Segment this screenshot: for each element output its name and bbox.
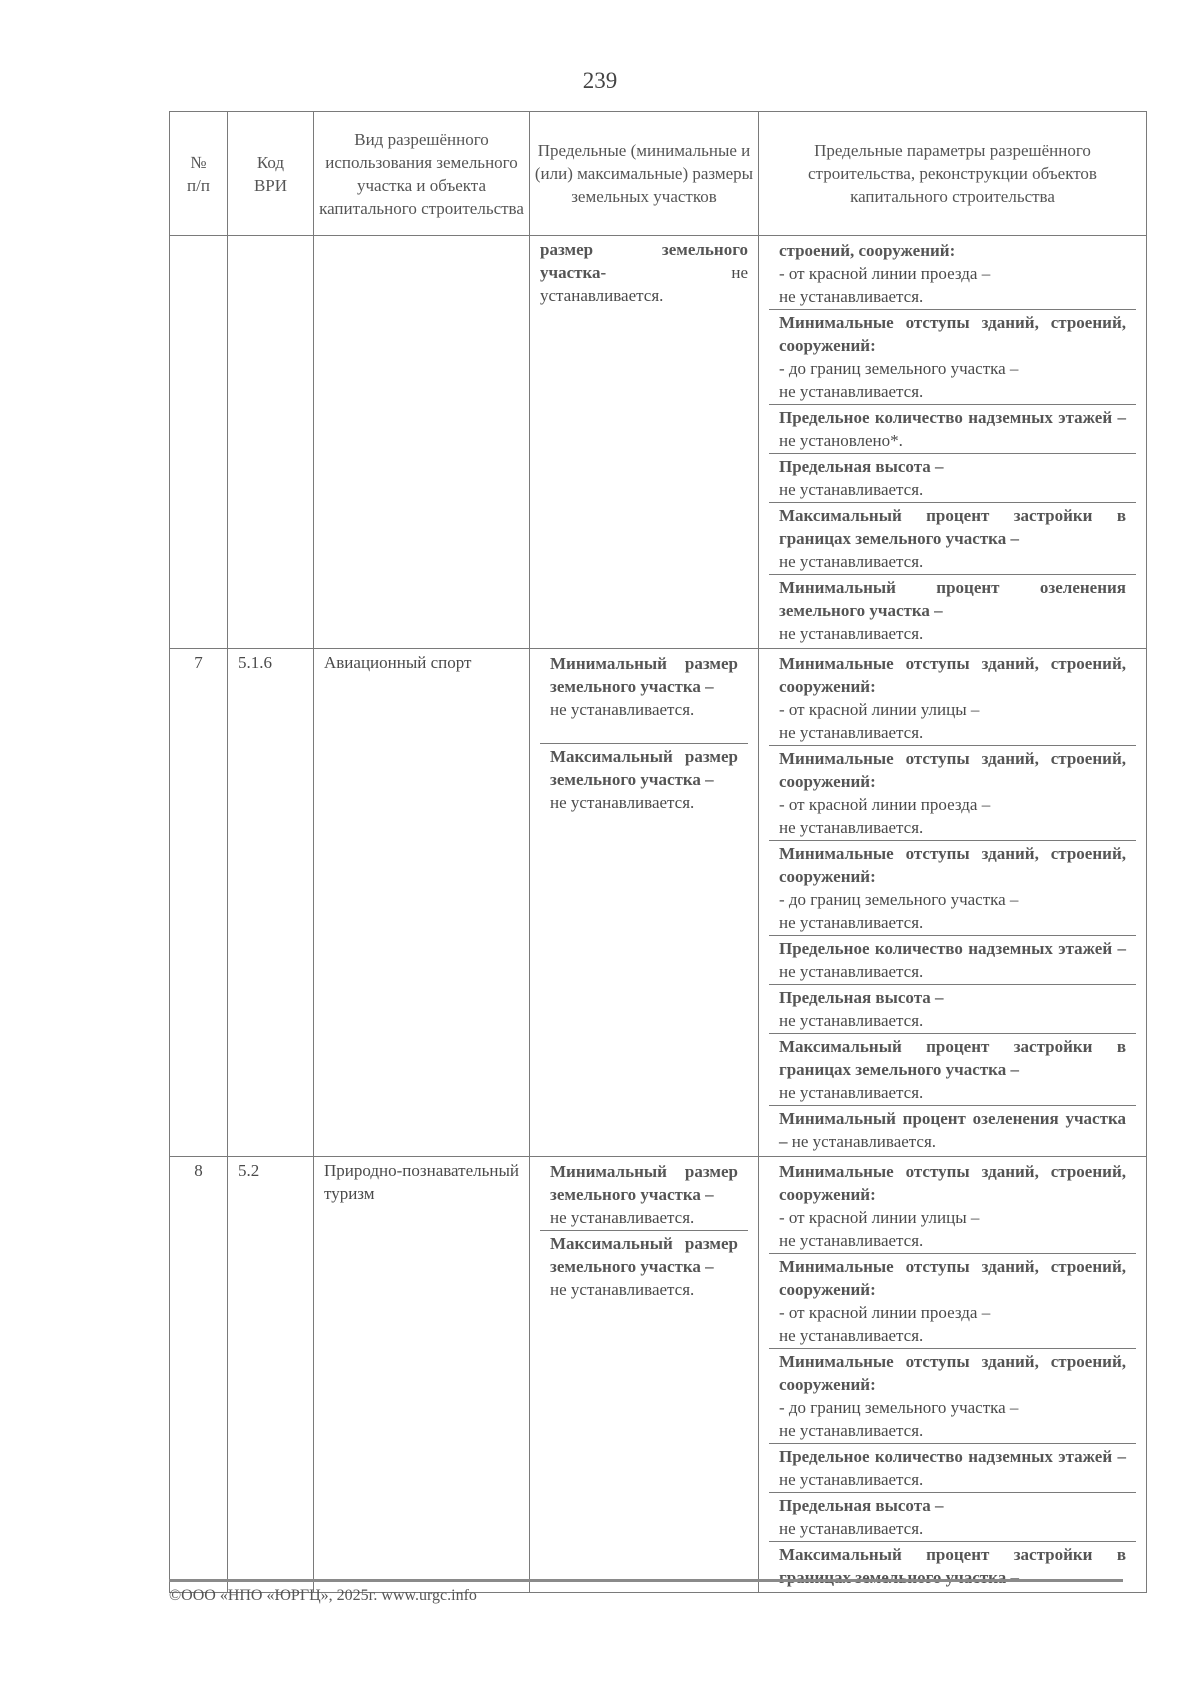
- param-label: Предельная высота –: [779, 988, 944, 1007]
- cell-code: 5.2: [228, 1157, 314, 1593]
- param-block: [769, 1159, 1136, 1253]
- param-value: не устанавливается.: [787, 1132, 937, 1151]
- param-block: [769, 1443, 1136, 1492]
- table-row-7: [170, 649, 1147, 1157]
- cell-num: 7: [170, 649, 228, 1157]
- param-block: [769, 984, 1136, 1033]
- param-detail: - до границ земельного участка –: [779, 1398, 1019, 1417]
- param-label: Минимальный процент озеленения участка –: [779, 1109, 1126, 1151]
- cell-num: 8: [170, 1157, 228, 1593]
- cell-code: [228, 236, 314, 649]
- param-value: не установлено*.: [779, 431, 903, 450]
- param-label: Минимальные отступы зданий, строений, сооружений:: [779, 1352, 1126, 1394]
- param-label: Минимальный процент озеленения земельного участка –: [779, 578, 1126, 620]
- size-value: не устанавливается.: [550, 1208, 695, 1227]
- param-label: Минимальные отступы зданий, строений, сооружений:: [779, 1162, 1126, 1204]
- param-block: [769, 1105, 1136, 1154]
- size-label: Минимальный размер земельного участка –: [550, 1162, 738, 1204]
- cell-params: [759, 1157, 1147, 1593]
- param-block: [769, 309, 1136, 404]
- param-block: [769, 651, 1136, 745]
- table-header-row: [170, 112, 1147, 236]
- param-value: не устанавливается.: [779, 287, 924, 306]
- param-value: не устанавливается.: [779, 480, 924, 499]
- size-label: Максимальный размер земельного участка –: [550, 1234, 738, 1276]
- header-use: Вид разрешённого использования земельного участка и объекта капитального строительства: [314, 112, 530, 236]
- header-num: № п/п: [170, 112, 228, 236]
- param-label: Предельная высота –: [779, 1496, 944, 1515]
- zoning-parameters-table: [169, 111, 1147, 1593]
- param-value: не устанавливается.: [779, 1011, 924, 1030]
- param-block: [769, 1348, 1136, 1443]
- param-block: [769, 453, 1136, 502]
- param-label: Максимальный процент застройки в границах земельного участка –: [779, 506, 1126, 548]
- param-detail: - до границ земельного участка –: [779, 359, 1019, 378]
- param-label: Предельное количество надземных этажей –: [779, 408, 1126, 427]
- table-row-continued: [170, 236, 1147, 649]
- header-code: Код ВРИ: [228, 112, 314, 236]
- size-block-max: [540, 1230, 748, 1302]
- param-value: не устанавливается.: [779, 1470, 924, 1489]
- param-label: Максимальный процент застройки в границах земельного участка –: [779, 1037, 1126, 1079]
- param-label: Минимальные отступы зданий, строений, сооружений:: [779, 654, 1126, 696]
- cell-params: [759, 236, 1147, 649]
- param-detail: - до границ земельного участка –: [779, 890, 1019, 909]
- param-value: не устанавливается.: [779, 962, 924, 981]
- size-block-min: [540, 1159, 748, 1230]
- param-detail: - от красной линии улицы –: [779, 1208, 980, 1227]
- param-label: Предельное количество надземных этажей –: [779, 939, 1126, 958]
- param-label: Предельная высота –: [779, 457, 944, 476]
- size-block-min: [540, 651, 748, 743]
- param-value: не устанавливается.: [779, 1519, 924, 1538]
- param-label: строений, сооружений:: [779, 241, 956, 260]
- cell-use: [314, 236, 530, 649]
- cell-sizes: [530, 649, 759, 1157]
- size-value: не устанавливается.: [550, 1280, 695, 1299]
- param-value: не устанавливается.: [779, 1326, 924, 1345]
- param-label: Минимальные отступы зданий, строений, сооружений:: [779, 749, 1126, 791]
- param-block: [769, 1541, 1136, 1590]
- param-block: [769, 238, 1136, 309]
- size-value: не устанавливается.: [550, 700, 695, 719]
- cell-use: Природно-познавательный туризм: [314, 1157, 530, 1593]
- header-params: Предельные параметры разрешённого строительства, реконструкции объектов капитального строительства: [759, 112, 1147, 236]
- param-detail: - от красной линии проезда –: [779, 264, 991, 283]
- param-block: [769, 1253, 1136, 1348]
- table-row-8: [170, 1157, 1147, 1593]
- param-block: [769, 574, 1136, 646]
- param-block: [769, 404, 1136, 453]
- size-label: Максимальный размер земельного участка –: [550, 747, 738, 789]
- param-detail: - от красной линии улицы –: [779, 700, 980, 719]
- param-value: не устанавливается.: [779, 1083, 924, 1102]
- param-value: не устанавливается.: [779, 624, 924, 643]
- param-value: не устанавливается.: [779, 382, 924, 401]
- param-value: не устанавливается.: [779, 1421, 924, 1440]
- sizes-label: размер земельного участка-: [540, 240, 748, 282]
- footer-divider: [169, 1579, 1123, 1582]
- param-block: [769, 745, 1136, 840]
- param-block: [769, 502, 1136, 574]
- param-block: [769, 1033, 1136, 1105]
- page-number: 239: [582, 68, 618, 93]
- size-label: Минимальный размер земельного участка –: [550, 654, 738, 696]
- size-block-max: [540, 743, 748, 815]
- size-value: не устанавливается.: [550, 793, 695, 812]
- param-value: не устанавливается.: [779, 723, 924, 742]
- cell-sizes: [530, 236, 759, 649]
- param-block: [769, 935, 1136, 984]
- param-label: Максимальный процент застройки в границах земельного участка –: [779, 1545, 1126, 1587]
- param-detail: - от красной линии проезда –: [779, 795, 991, 814]
- footer-copyright: ©ООО «НПО «ЮРГЦ», 2025г. www.urgc.info: [169, 1587, 477, 1604]
- param-label: Минимальные отступы зданий, строений, сооружений:: [779, 1257, 1126, 1299]
- param-value: не устанавливается.: [779, 913, 924, 932]
- param-block: [769, 840, 1136, 935]
- param-label: Предельное количество надземных этажей –: [779, 1447, 1126, 1466]
- cell-num: [170, 236, 228, 649]
- cell-sizes: [530, 1157, 759, 1593]
- param-block: [769, 1492, 1136, 1541]
- cell-code: 5.1.6: [228, 649, 314, 1157]
- param-detail: - от красной линии проезда –: [779, 1303, 991, 1322]
- header-sizes: Предельные (минимальные и (или) максимальные) размеры земельных участков: [530, 112, 759, 236]
- cell-params: [759, 649, 1147, 1157]
- cell-use: Авиационный спорт: [314, 649, 530, 1157]
- param-value: не устанавливается.: [779, 1231, 924, 1250]
- param-value: не устанавливается.: [779, 552, 924, 571]
- param-value: не устанавливается.: [779, 818, 924, 837]
- param-label: Минимальные отступы зданий, строений, сооружений:: [779, 844, 1126, 886]
- param-label: Минимальные отступы зданий, строений, сооружений:: [779, 313, 1126, 355]
- sizes-value: не устанавливается.: [540, 263, 748, 305]
